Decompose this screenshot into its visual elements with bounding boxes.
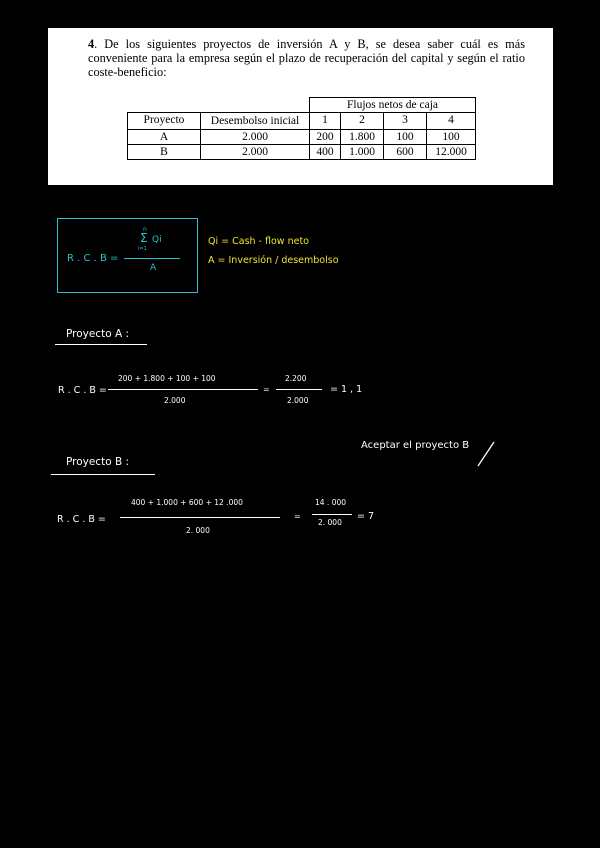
cell: 2.000 — [201, 130, 310, 145]
check-mark-icon — [476, 438, 496, 468]
cell: 2.000 — [201, 145, 310, 160]
project-a-title: Proyecto A : — [66, 328, 130, 340]
exercise-sheet — [48, 28, 553, 185]
project-b-den2: 2. 000 — [318, 518, 342, 527]
legend-q: Qi = Cash - flow neto — [208, 236, 309, 247]
table-row — [128, 130, 476, 145]
table-blank-corner — [128, 98, 310, 113]
table-group-header: Flujos netos de caja — [310, 98, 476, 113]
formula-fraction-bar — [124, 258, 180, 259]
project-b-numerator: 400 + 1.000 + 600 + 12 .000 — [131, 498, 243, 507]
project-a-num2: 2.200 — [285, 374, 307, 383]
project-a-lhs: R . C . B = — [58, 385, 107, 396]
project-a-result: = 1 , 1 — [330, 384, 363, 395]
formula-denominator: A — [150, 263, 157, 273]
project-a-fraction-bar — [108, 389, 258, 390]
cell: 100 — [427, 130, 476, 145]
project-b-equals: = — [294, 512, 301, 521]
project-b-result: = 7 — [357, 511, 375, 522]
header-proyecto: Proyecto — [128, 113, 201, 130]
formula-lhs: R . C . B = — [67, 253, 119, 264]
header-2: 2 — [341, 113, 384, 130]
question-number: 4 — [88, 37, 95, 51]
project-a-fraction-bar-2 — [276, 389, 322, 390]
project-a-numerator: 200 + 1.800 + 100 + 100 — [118, 374, 216, 383]
header-4: 4 — [427, 113, 476, 130]
project-b-title: Proyecto B : — [66, 456, 130, 468]
header-3: 3 — [384, 113, 427, 130]
sum-upper-limit: n — [143, 226, 147, 233]
cell: 1.000 — [341, 145, 384, 160]
cell: 600 — [384, 145, 427, 160]
question-text — [88, 37, 525, 79]
cell: A — [128, 130, 201, 145]
project-a-underline — [55, 344, 147, 345]
question-body: . De los siguientes proyectos de inversión A y B, se desea saber cuál es más conveniente para la empresa según el plazo de recuperación del capital y según el ratio coste-beneficio: — [88, 37, 525, 79]
header-1: 1 — [310, 113, 341, 130]
sum-term: Qi — [152, 235, 162, 245]
project-a-den2: 2.000 — [287, 396, 309, 405]
sum-lower-limit: i=1 — [138, 246, 147, 252]
cell: 100 — [384, 130, 427, 145]
project-b-denominator: 2. 000 — [186, 526, 210, 535]
header-desembolso: Desembolso inicial — [201, 113, 310, 130]
cell: 1.800 — [341, 130, 384, 145]
project-b-lhs: R . C . B = — [57, 514, 106, 525]
cell: 200 — [310, 130, 341, 145]
cell: 12.000 — [427, 145, 476, 160]
table-row — [128, 145, 476, 160]
project-b-underline — [51, 474, 155, 475]
cell: B — [128, 145, 201, 160]
project-b-fraction-bar — [120, 517, 280, 518]
sum-symbol: Σ — [140, 231, 148, 245]
cell: 400 — [310, 145, 341, 160]
project-a-denominator: 2.000 — [164, 396, 186, 405]
project-b-fraction-bar-2 — [312, 514, 352, 515]
project-b-num2: 14 . 000 — [315, 498, 347, 507]
project-a-equals: = — [263, 385, 270, 394]
conclusion-text: Aceptar el proyecto B — [361, 440, 470, 451]
legend-a: A = Inversión / desembolso — [208, 255, 339, 266]
investment-table — [127, 97, 476, 160]
